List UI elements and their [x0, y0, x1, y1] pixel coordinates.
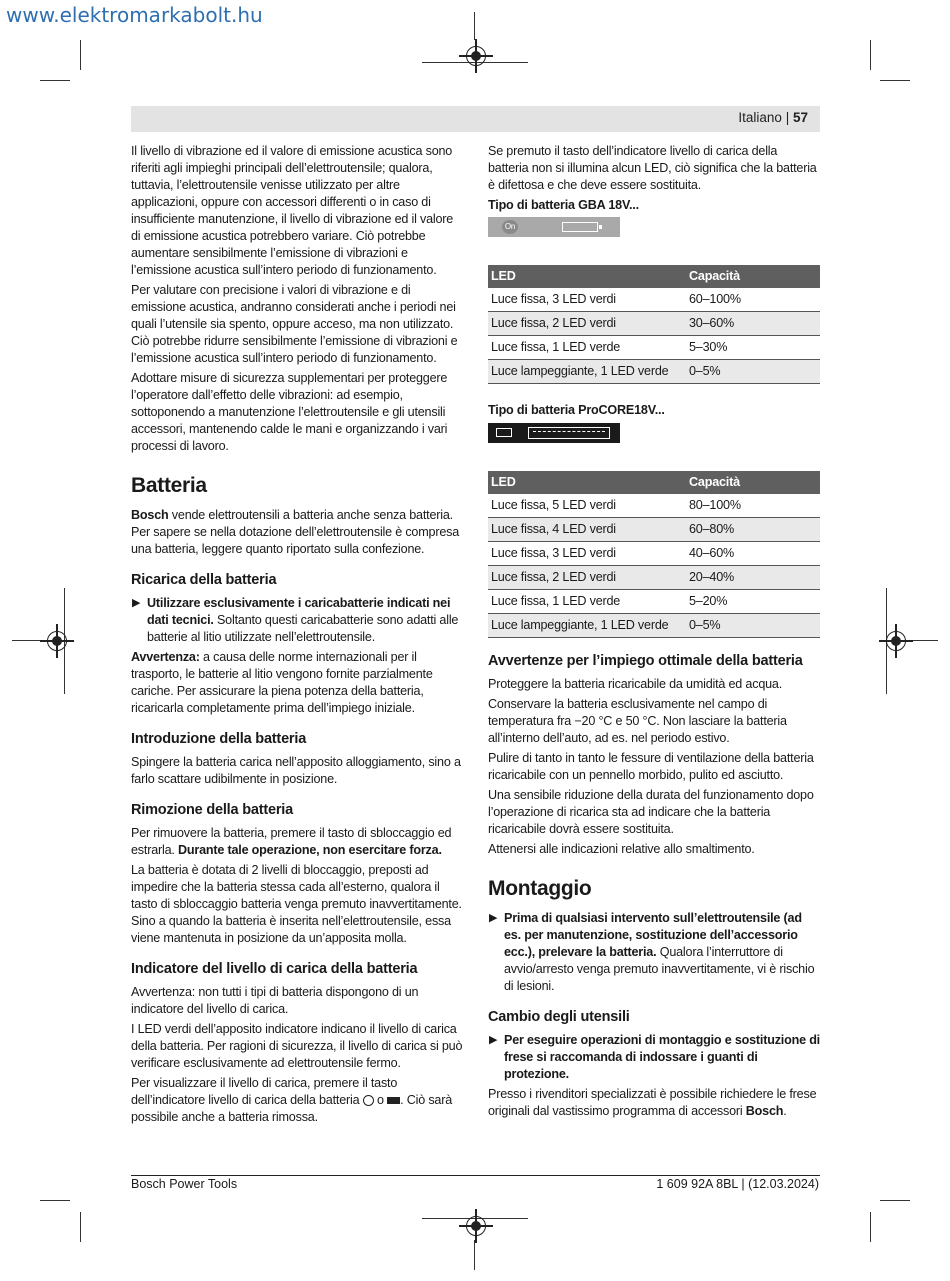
- indicatore-paragraph-2: I LED verdi dell’apposito indicatore indicano il livello di carica della batteria. Per ragioni di sicurezza, il livello di carica si può verificare esclusivamente ad elettroutensile fermo.: [131, 1022, 463, 1070]
- procore-type-label: Tipo di batteria ProCORE18V...: [488, 403, 665, 417]
- table-cell: Luce fissa, 1 LED verde: [488, 336, 686, 360]
- table-cell: 20–40%: [686, 566, 820, 590]
- table-row: [488, 336, 820, 360]
- page-number: 57: [792, 110, 808, 125]
- cambio-bullet: [488, 1032, 820, 1083]
- heading-montaggio: Montaggio: [488, 877, 592, 900]
- on-button-icon: On: [502, 220, 518, 234]
- registration-mark-right: [886, 631, 906, 651]
- table-cell: 30–60%: [686, 312, 820, 336]
- ricarica-bold: Utilizzare esclusivamente i caricabatterie indicati nei dati tecnici.: [147, 596, 451, 627]
- column-header-capacita: Capacità: [686, 471, 820, 494]
- brand-bosch: Bosch: [745, 1104, 784, 1118]
- header-separator: |: [785, 110, 790, 125]
- registration-mark-left: [47, 631, 67, 651]
- procore-battery-indicator-image: [488, 423, 620, 443]
- heading-avvertenze: Avvertenze per l’impiego ottimale della batteria: [488, 653, 803, 669]
- cambio-bold: Per eseguire operazioni di montaggio e sostituzione di frese si raccomanda di indossare i guanti di protezione.: [504, 1033, 820, 1081]
- table-cell: 40–60%: [686, 542, 820, 566]
- avvertenze-paragraph-5: Attenersi alle indicazioni relative allo smaltimento.: [488, 842, 755, 856]
- led-defect-paragraph: Se premuto il tasto dell’indicatore livello di carica della batteria non si illumina alcun LED, ciò significa che la batteria è difettosa e che deve essere sostituita.: [488, 144, 817, 192]
- rimozione-text: Per rimuovere la batteria, premere il tasto di sbloccaggio ed estrarla.: [131, 826, 452, 857]
- rimozione-paragraph-2: La batteria è dotata di 2 livelli di bloccaggio, preposti ad impedire che la batteria stessa cada all’esterno, qualora il tasto di sbloccaggio batteria venga premuto inavvertitamente. Sino a quando la batteria è inserita nell’elettroutensile, essa viene mantenuta in posizione da un’apposita molla.: [131, 863, 462, 945]
- cambio-paragraph: [488, 1086, 820, 1120]
- table-cell: Luce fissa, 1 LED verde: [488, 590, 686, 614]
- indicatore-paragraph-1: Avvertenza: non tutti i tipi di batteria dispongono di un indicatore del livello di carica.: [131, 985, 419, 1016]
- table-row: [488, 288, 820, 312]
- avvertenze-paragraph-1: Proteggere la batteria ricaricabile da umidità ed acqua.: [488, 677, 783, 691]
- table-row: [488, 360, 820, 384]
- table-cell: Luce fissa, 3 LED verdi: [488, 288, 686, 312]
- table-cell: Luce fissa, 2 LED verdi: [488, 566, 686, 590]
- heading-indicatore: Indicatore del livello di carica della batteria: [131, 961, 418, 977]
- heading-rimozione: Rimozione della batteria: [131, 802, 293, 818]
- footer-doc-id: 1 609 92A 8BL | (12.03.2024): [656, 1177, 819, 1191]
- gba-type-label: Tipo di batteria GBA 18V...: [488, 198, 639, 212]
- watermark-url[interactable]: www.elektromarkabolt.hu: [6, 3, 263, 27]
- brand-bosch: Bosch: [131, 508, 169, 522]
- page-header: [131, 106, 820, 132]
- rimozione-paragraph-1: [131, 825, 465, 859]
- montaggio-bullet: [488, 910, 820, 995]
- table-cell: 60–80%: [686, 518, 820, 542]
- avvertenze-paragraph-2: Conservare la batteria esclusivamente nel campo di temperatura fra −20 °C e 50 °C. Non lasciare la batteria all’interno dell’auto, ad es. nel periodo estivo.: [488, 697, 787, 745]
- indicatore-paragraph-3: [131, 1075, 465, 1126]
- table-cell: 80–100%: [686, 494, 820, 518]
- avvertenze-paragraph-3: Pulire di tanto in tanto le fessure di ventilazione della batteria ricaricabile con un pennello morbido, pulito ed asciutto.: [488, 751, 814, 782]
- right-column: [488, 143, 820, 1123]
- table-cell: Luce lampeggiante, 1 LED verde: [488, 360, 686, 384]
- table-cell: 5–20%: [686, 590, 820, 614]
- avvertenza-text: a causa delle norme internazionali per il trasporto, le batterie al litio vengono fornite parzialmente cariche. Per assicurare la piena potenza della batteria, ricaricarla completamente prima dell’impiego iniziale.: [131, 650, 433, 715]
- column-header-capacita: Capacità: [686, 265, 820, 288]
- table-header-row: [488, 471, 820, 494]
- table-row: [488, 494, 820, 518]
- table-row: [488, 566, 820, 590]
- indicatore-text-a: Per visualizzare il livello di carica, premere il tasto dell’indicatore livello di carica della batteria: [131, 1076, 398, 1107]
- heading-ricarica: Ricarica della batteria: [131, 572, 277, 588]
- footer-divider: [131, 1175, 820, 1176]
- heading-cambio: Cambio degli utensili: [488, 1009, 630, 1025]
- bullet-triangle-icon: ▶: [489, 1034, 498, 1046]
- ricarica-text: Soltanto questi caricabatterie sono adatti alle batterie al litio utilizzate nell’elettroutensile.: [147, 613, 459, 644]
- table-cell: Luce fissa, 2 LED verdi: [488, 312, 686, 336]
- cambio-text-end: .: [783, 1104, 787, 1118]
- table-row: [488, 518, 820, 542]
- table-row: [488, 312, 820, 336]
- column-header-led: LED: [488, 265, 686, 288]
- charge-button-icon: [363, 1095, 374, 1106]
- table-cell: 60–100%: [686, 288, 820, 312]
- indicatore-text-c: . Ciò sarà possibile anche a batteria rimossa.: [131, 1093, 453, 1124]
- battery-level-icon: [387, 1097, 400, 1104]
- footer-publisher: Bosch Power Tools: [131, 1177, 238, 1191]
- procore-capacity-table: [488, 471, 820, 638]
- small-battery-icon: [496, 428, 512, 437]
- table-cell: 0–5%: [686, 360, 820, 384]
- vibration-paragraph-1: Il livello di vibrazione ed il valore di emissione acustica sono riferiti agli impieghi principali dell’elettroutensile; qualora, tuttavia, l’elettroutensile venisse utilizzato per altre applicazioni, oppure con accessori differenti o in caso di insufficiente manutenzione, il livello di vibrazione ed il valore di emissione acustica potrebbero variare. Ciò potrebbe aumentare sensibilmente l’emissione di vibrazioni e l’emissione acustica sull’intero periodo di funzionamento.: [131, 144, 454, 277]
- introduzione-paragraph: Spingere la batteria carica nell’apposito alloggiamento, sino a farlo scattare udibilmente in posizione.: [131, 755, 461, 786]
- table-cell: 0–5%: [686, 614, 820, 638]
- registration-mark-top: [466, 46, 486, 66]
- column-header-led: LED: [488, 471, 686, 494]
- table-row: [488, 614, 820, 638]
- vibration-paragraph-3: Adottare misure di sicurezza supplementari per proteggere l’operatore dall’effetto delle vibrazioni: ad esempio, sottoponendo a manutenzione l’elettroutensile e gli utensili accessori, mantenendo calde le mani e organizzando i vari processi di lavoro.: [131, 371, 448, 453]
- table-row: [488, 590, 820, 614]
- avvertenza-label: Avvertenza:: [131, 650, 200, 664]
- led-bar-icon: [528, 427, 610, 439]
- table-cell: Luce fissa, 3 LED verdi: [488, 542, 686, 566]
- avvertenze-paragraph-4: Una sensibile riduzione della durata del funzionamento dopo l’operazione di ricarica sta ad indicare che la batteria ricaricabile dovrà essere sostituita.: [488, 788, 814, 836]
- table-cell: Luce fissa, 5 LED verdi: [488, 494, 686, 518]
- page-header-text: [738, 110, 808, 125]
- cambio-text: Presso i rivenditori specializzati è possibile richiedere le frese originali dal vastissimo programma di accessori: [488, 1087, 817, 1118]
- table-header-row: [488, 265, 820, 288]
- avvertenza-paragraph: [131, 649, 465, 717]
- bullet-triangle-icon: ▶: [489, 912, 498, 924]
- gba-battery-indicator-image: [488, 217, 620, 237]
- bullet-triangle-icon: ▶: [132, 597, 141, 609]
- heading-batteria: Batteria: [131, 474, 207, 497]
- indicatore-text-b: o: [373, 1093, 388, 1107]
- gba-capacity-table: [488, 265, 820, 384]
- batteria-text: vende elettroutensili a batteria anche senza batteria. Per sapere se nella dotazione dell’elettroutensile è compresa una batteria, leggere quanto riportato sulla confezione.: [131, 508, 460, 556]
- rimozione-bold: Durante tale operazione, non esercitare forza.: [178, 843, 442, 857]
- header-language: Italiano: [738, 110, 782, 125]
- table-cell: Luce lampeggiante, 1 LED verde: [488, 614, 686, 638]
- table-cell: 5–30%: [686, 336, 820, 360]
- left-column: [131, 143, 465, 1129]
- table-cell: Luce fissa, 4 LED verdi: [488, 518, 686, 542]
- vibration-paragraph-2: Per valutare con precisione i valori di vibrazione e di emissione acustica, andranno considerati anche i periodi nei quali l’utensile sia spento, oppure acceso, ma non utilizzato. Ciò potrebbe ridurre sensibilmente l’emissione di vibrazioni e l’emissione acustica sull’intero periodo di funzionamento.: [131, 283, 458, 365]
- battery-cells-icon: [562, 222, 598, 232]
- batteria-paragraph: [131, 507, 465, 558]
- ricarica-bullet: [131, 595, 465, 646]
- table-row: [488, 542, 820, 566]
- montaggio-bold: Prima di qualsiasi intervento sull’elettroutensile (ad es. per manutenzione, sostituzione dell’accessorio ecc.), prelevare la batteria.: [504, 911, 802, 959]
- montaggio-text: Qualora l’interruttore di avvio/arresto venga premuto inavvertitamente, vi è rischio di lesioni.: [504, 945, 815, 993]
- heading-introduzione: Introduzione della batteria: [131, 731, 307, 747]
- registration-mark-bottom: [466, 1216, 486, 1236]
